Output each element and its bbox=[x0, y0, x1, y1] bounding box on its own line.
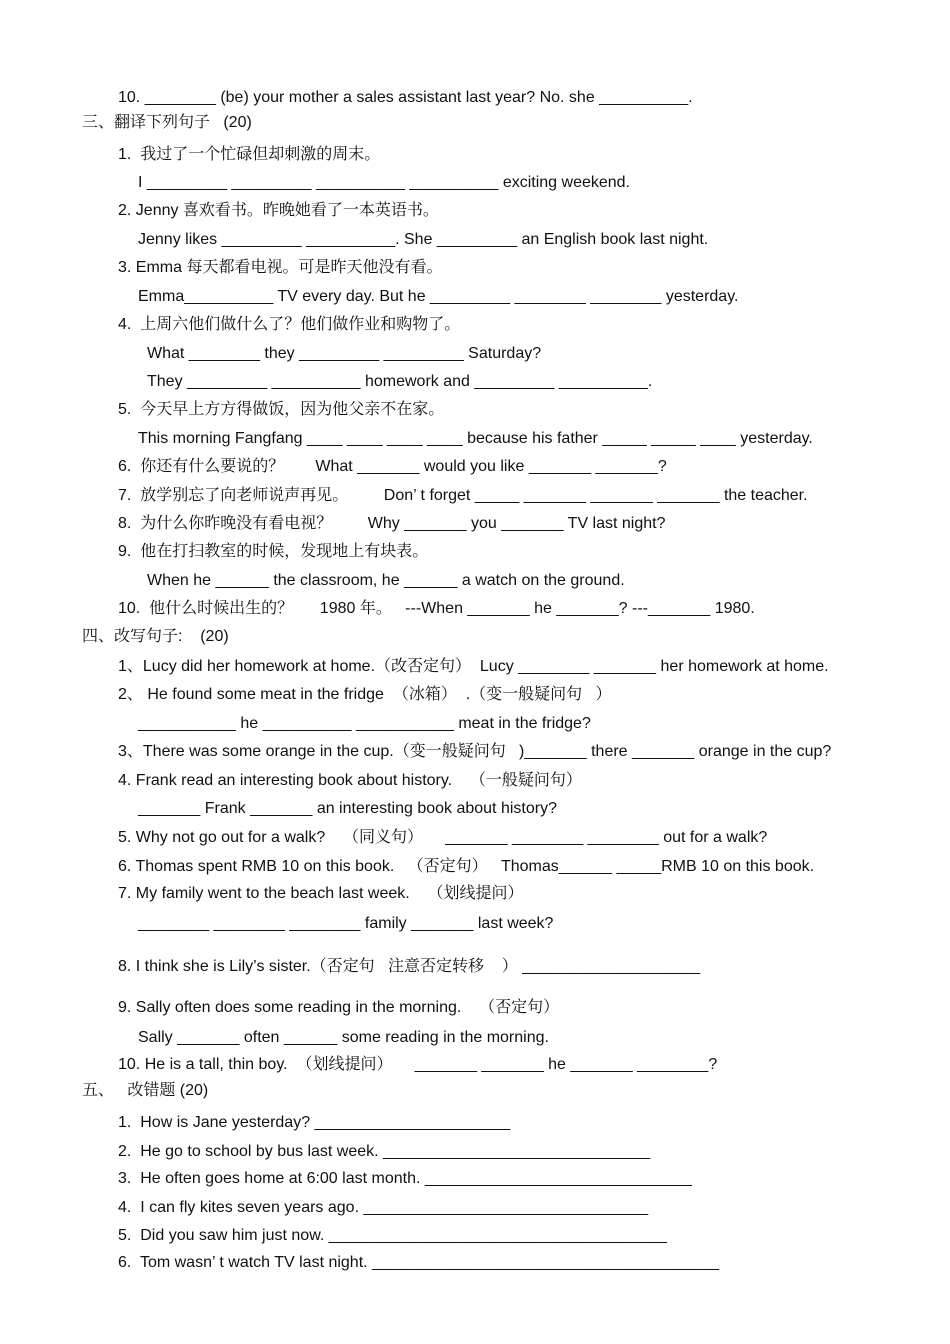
line-t7: 7. 放学别忘了向老师说声再见。 Don’ t forget _____ _______ _______ _______ the teacher. bbox=[118, 487, 808, 504]
section5-heading: 五、 改错题 (20) bbox=[82, 1082, 209, 1099]
line-t2-en: Jenny likes _________ __________. She _________ an English book last night. bbox=[138, 231, 709, 248]
line-c5: 5. Did you saw him just now. ______________________________________ bbox=[118, 1227, 667, 1244]
line-r1: 1、Lucy did her homework at home.（改否定句） Lucy ________ _______ her homework at home. bbox=[118, 658, 829, 675]
line-t1-en: I _________ _________ __________ __________ exciting weekend. bbox=[138, 174, 630, 191]
line-t4-cn: 4. 上周六他们做什么了？他们做作业和购物了。 bbox=[118, 316, 461, 333]
line-r8: 8. I think she is Lily’s sister.（否定句 注意否定转移 ） ____________________ bbox=[118, 958, 701, 975]
line-c6: 6. Tom wasn’ t watch TV last night. _______________________________________ bbox=[118, 1254, 720, 1271]
line-t3-en: Emma__________ TV every day. But he _________ ________ ________ yesterday. bbox=[138, 288, 739, 305]
line-r4-a: _______ Frank _______ an interesting book about history? bbox=[138, 800, 557, 817]
line-t6: 6. 你还有什么要说的？ What _______ would you like _______ _______? bbox=[118, 458, 667, 475]
line-r9-q: 9. Sally often does some reading in the morning. （否定句） bbox=[118, 999, 560, 1016]
line-t5-cn: 5. 今天早上方方得做饭，因为他父亲不在家。 bbox=[118, 401, 445, 418]
line-c3: 3. He often goes home at 6:00 last month. ______________________________ bbox=[118, 1170, 692, 1187]
line-t1-cn: 1. 我过了一个忙碌但却刺激的周末。 bbox=[118, 146, 381, 163]
line-t4-en-b: They _________ __________ homework and _________ __________. bbox=[147, 373, 653, 390]
line-r6: 6. Thomas spent RMB 10 on this book. （否定句） Thomas______ _____RMB 10 on this book. bbox=[118, 858, 815, 875]
line-t10: 10. 他什么时候出生的？ 1980 年。 ---When _______ he _______? ---_______ 1980. bbox=[118, 600, 755, 617]
line-r2-a: ___________ he __________ ___________ meat in the fridge? bbox=[138, 715, 591, 732]
line-c1: 1. How is Jane yesterday? ______________________ bbox=[118, 1114, 511, 1131]
section4-heading: 四、改写句子: (20) bbox=[82, 628, 229, 645]
line-r3: 3、There was some orange in the cup.（变一般疑问句 )_______ there _______ orange in the cup? bbox=[118, 743, 832, 760]
line-t5-en: This morning Fangfang ____ ____ ____ ____ because his father _____ _____ ____ yesterday. bbox=[138, 430, 813, 447]
line-t3-cn: 3. Emma 每天都看电视。可是昨天他没有看。 bbox=[118, 259, 443, 276]
line-r9-a: Sally _______ often ______ some reading in the morning. bbox=[138, 1029, 549, 1046]
line-t9-cn: 9. 他在打扫教室的时候，发现地上有块表。 bbox=[118, 543, 429, 560]
line-q10-be: 10. ________ (be) your mother a sales assistant last year? No. she __________. bbox=[118, 89, 693, 106]
line-r7-a: ________ ________ ________ family _______ last week? bbox=[138, 915, 554, 932]
section3-heading: 三、翻译下列句子 (20) bbox=[82, 114, 252, 131]
line-c2: 2. He go to school by bus last week. ______________________________ bbox=[118, 1143, 650, 1160]
line-r10: 10. He is a tall, thin boy. （划线提问） _______ _______ he _______ ________? bbox=[118, 1056, 718, 1073]
line-r5: 5. Why not go out for a walk? （同义句） _______ ________ ________ out for a walk? bbox=[118, 829, 768, 846]
line-t2-cn: 2. Jenny 喜欢看书。昨晚她看了一本英语书。 bbox=[118, 202, 439, 219]
line-t4-en-a: What ________ they _________ _________ Saturday? bbox=[147, 345, 542, 362]
line-r4-q: 4. Frank read an interesting book about history. （一般疑问句） bbox=[118, 772, 582, 789]
line-t9-en: When he ______ the classroom, he ______ a watch on the ground. bbox=[147, 572, 625, 589]
line-r2-q: 2、 He found some meat in the fridge （冰箱） .（变一般疑问句 ） bbox=[118, 686, 612, 703]
line-t8: 8. 为什么你昨晚没有看电视？ Why _______ you _______ TV last night? bbox=[118, 515, 666, 532]
line-r7-q: 7. My family went to the beach last week. （划线提问） bbox=[118, 885, 524, 902]
line-c4: 4. I can fly kites seven years ago. ________________________________ bbox=[118, 1199, 649, 1216]
